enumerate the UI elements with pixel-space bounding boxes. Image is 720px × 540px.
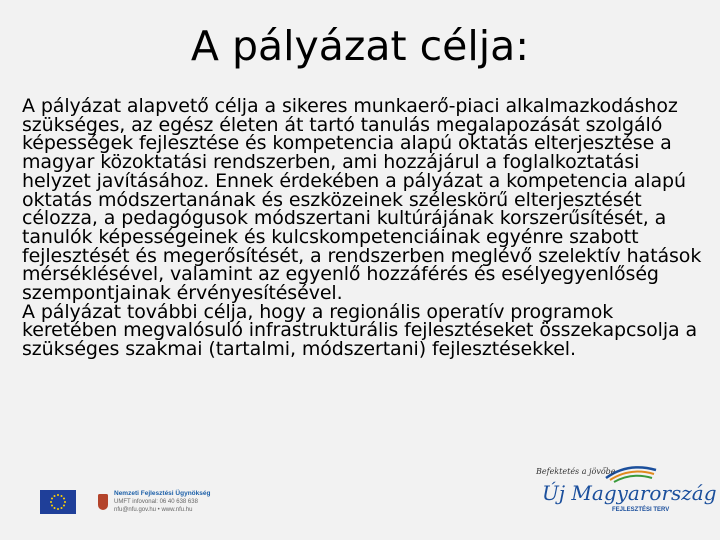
- logo-subtitle: FEJLESZTÉSI TERV: [612, 507, 670, 513]
- logo-name: Új Magyarország: [542, 481, 717, 505]
- agency-web: nfu@nfu.gov.hu • www.nfu.hu: [114, 507, 193, 513]
- logo-graphic-icon: [528, 460, 717, 520]
- body-paragraph-2: A pályázat további célja, hogy a regionális operatív programok keretében megvalósuló infrastrukturális fejlesztéseket összekapcsolja a szükséges szakmai (tartalmi, módszertani) fejlesztésekkel.: [22, 300, 698, 361]
- coat-of-arms-icon: [98, 494, 108, 510]
- uj-magyarorszag-logo: [528, 460, 717, 520]
- agency-info: [114, 490, 224, 514]
- logo-tagline: Befektetés a jövőbe: [536, 467, 616, 476]
- footer-logos: [40, 488, 224, 516]
- agency-name: Nemzeti Fejlesztési Ügynökség: [114, 490, 211, 497]
- agency-phone: UMFT infovonal: 06 40 638 638: [114, 499, 198, 505]
- slide-body: [22, 97, 702, 359]
- slide-title: A pályázat célja:: [190, 22, 530, 70]
- body-paragraph-1: A pályázat alapvető célja a sikeres munkaerő-piaci alkalmazkodáshoz szükséges, az egész életen át tartó tanulás megalapozását szolgáló képességek fejlesztése és kompetencia alapú oktatás elterjesztése a magyar közoktatási rendszerben, ami hozzájárul a foglalkoztatási helyzet javításához. Ennek érdekében a pályázat a kompetencia alapú oktatás módszertanának és eszközeinek széleskörű elterjesztését célozza, a pedagógusok módszertani kultúrájának korszerűsítését, a tanulók képességeinek és kulcskompetenciáinak egyénre szabott fejlesztését és megerősítését, a rendszerben meglévő szelektív hatások mérséklésével, valamint az egyenlő hozzáférés és esélyegyenlőség szempontjainak érvényesítésével.: [22, 95, 702, 305]
- eu-flag-icon: [40, 490, 76, 514]
